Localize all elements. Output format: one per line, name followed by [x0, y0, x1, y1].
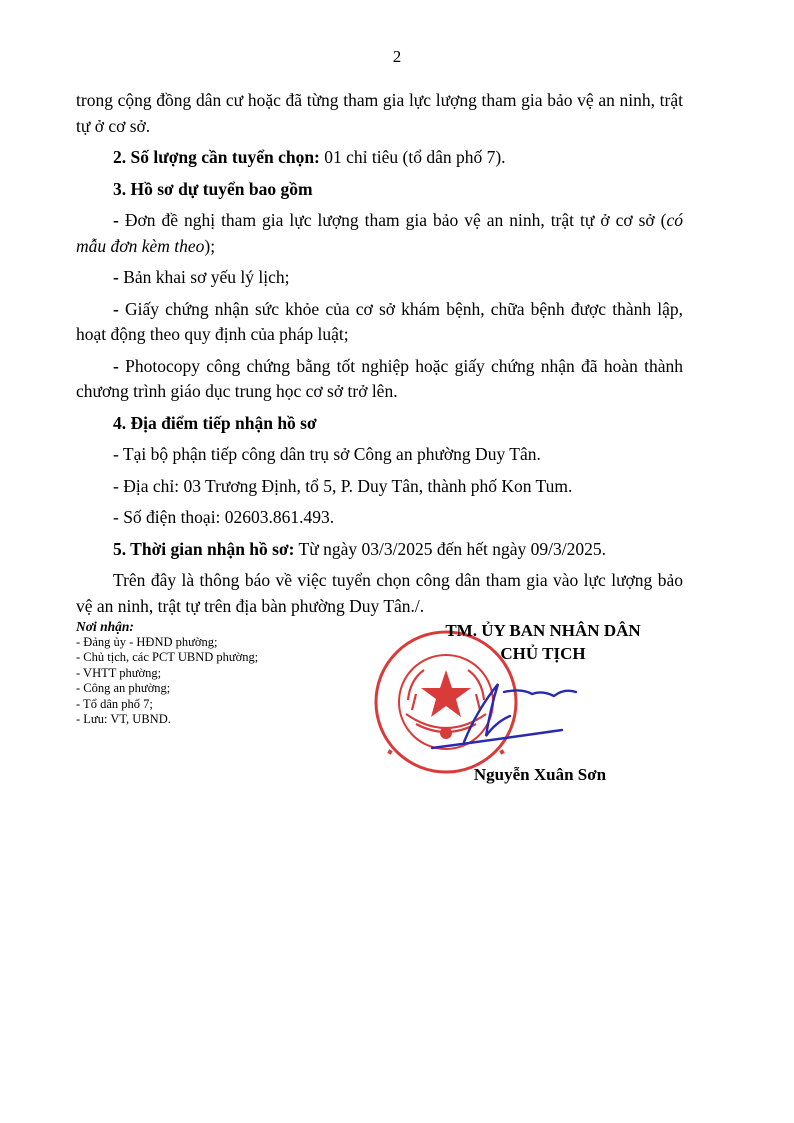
section-3-item-1-italic: có mẫu đơn kèm theo: [76, 210, 684, 256]
signature-block: [400, 619, 686, 665]
recipient-item: - Tổ dân phố 7;: [76, 696, 153, 711]
recipient-item: - Công an phường;: [76, 681, 171, 695]
section-3-item-3-text: Giấy chứng nhận sức khỏe của cơ sở khám bệnh, chữa bệnh được thành lập, hoạt động theo quy định của pháp luật;: [76, 298, 684, 344]
document-body: [76, 88, 683, 625]
page-number: 2: [392, 47, 402, 66]
section-3-item-2: [76, 265, 683, 291]
recipient-item: - VHTT phường;: [76, 665, 162, 680]
section-5: [76, 537, 683, 563]
section-2-title: 2. Số lượng cần tuyển chọn:: [113, 147, 320, 167]
section-3-item-4-text: Photocopy công chứng bằng tốt nghiệp hoặc giấy chứng nhận đã hoàn thành chương trình giáo dục trung học cơ sở trở lên.: [76, 355, 683, 401]
section-2-text: 01 chỉ tiêu (tổ dân phố 7).: [319, 147, 506, 167]
section-5-text: Từ ngày 03/3/2025 đến hết ngày 09/3/2025.: [294, 538, 606, 559]
recipient-item: - Chủ tịch, các PCT UBND phường;: [76, 650, 259, 664]
section-3-item-2-text: Bản khai sơ yếu lý lịch;: [123, 267, 290, 287]
section-3-item-1: [76, 208, 683, 259]
signature-line-1: TM. ỦY BAN NHÂN DÂN: [445, 621, 641, 640]
dash: -: [113, 298, 125, 319]
section-3-item-1-text: Đơn đề nghị tham gia lực lượng tham gia bảo vệ an ninh, trật tự ở cơ sở (: [124, 210, 667, 230]
section-3-title: [76, 177, 683, 203]
dash: -: [113, 267, 124, 287]
section-4-title: [76, 411, 683, 437]
section-3-item-1-end: );: [204, 235, 216, 256]
section-3-item-3: [76, 297, 683, 348]
section-4-title-text: 4. Địa điểm tiếp nhận hồ sơ: [113, 412, 317, 433]
section-2: [76, 145, 683, 171]
signer-name: Nguyễn Xuân Sơn: [473, 765, 607, 784]
closing-paragraph: Trên đây là thông báo về việc tuyển chọn công dân tham gia vào lực lượng bảo vệ an ninh, trật tự trên địa bàn phường Duy Tân./.: [76, 570, 683, 616]
dash: -: [113, 210, 125, 230]
section-3-title-text: 3. Hồ sơ dự tuyển bao gồm: [113, 178, 313, 199]
recipients-heading: Nơi nhận:: [76, 619, 134, 634]
recipients-block: [76, 619, 376, 728]
dash: -: [113, 355, 126, 376]
section-3-item-4: [76, 354, 683, 405]
section-4-item-3: - Số điện thoại: 02603.861.493.: [113, 507, 335, 527]
recipients-list: [76, 635, 376, 728]
recipient-item: - Đảng ủy - HĐND phường;: [76, 634, 218, 649]
recipient-item: - Lưu: VT, UBND.: [76, 712, 171, 726]
paragraph-continuation: trong cộng đồng dân cư hoặc đã từng tham gia lực lượng tham gia bảo vệ an ninh, trật tự ở cơ sở.: [76, 90, 683, 136]
section-5-title: 5. Thời gian nhận hồ sơ:: [113, 538, 295, 559]
section-4-item-1: - Tại bộ phận tiếp công dân trụ sở Công an phường Duy Tân.: [113, 444, 541, 464]
signature-line-2: CHỦ TỊCH: [500, 644, 586, 663]
section-4-item-2: - Địa chỉ: 03 Trương Định, tổ 5, P. Duy Tân, thành phố Kon Tum.: [113, 475, 573, 496]
